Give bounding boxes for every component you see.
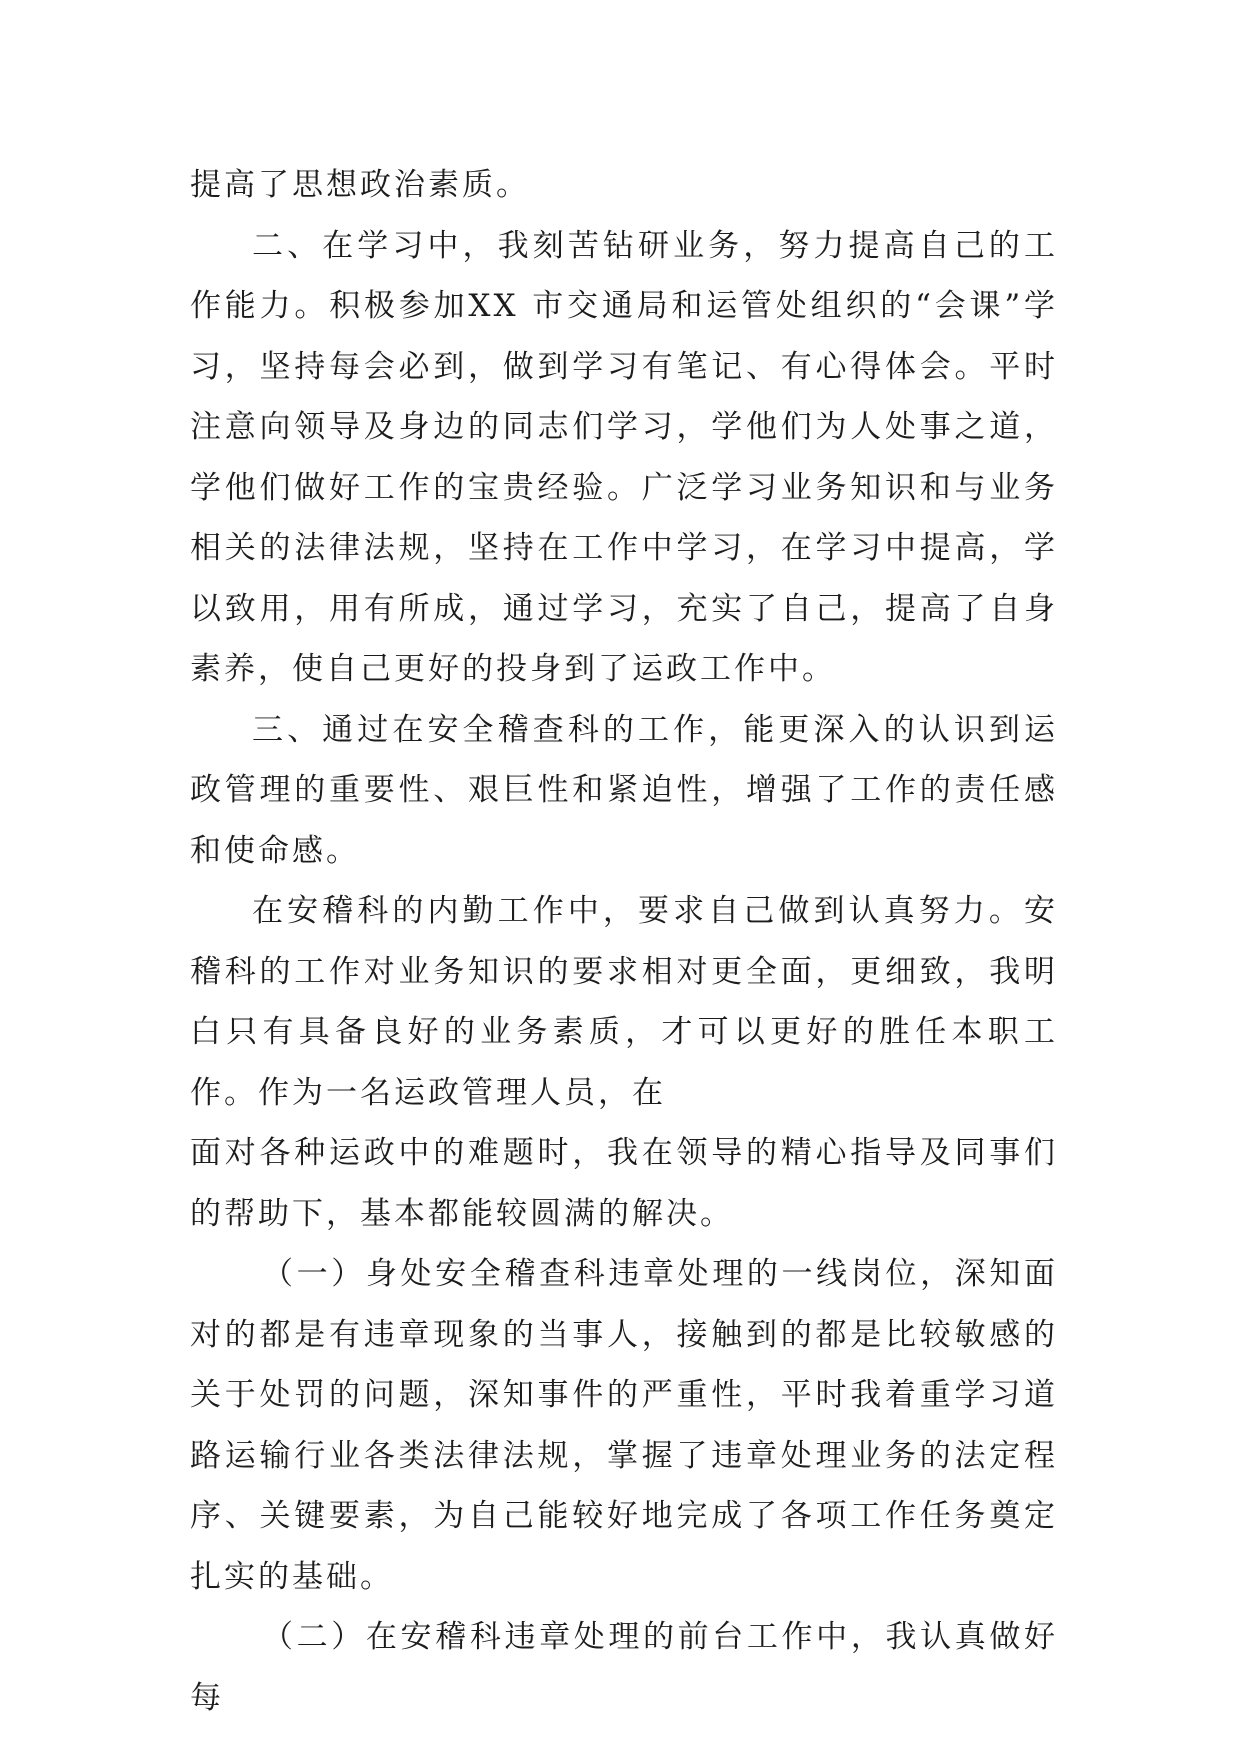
paragraph-item-one: （一）身处安全稽查科违章处理的一线岗位，深知面对的都是有违章现象的当事人，接触到的都是比较敏感的关于处罚的问题，深知事件的严重性，平时我着重学习道路运输行业各类法律法规，掌握了违章处理业务的法定程序、关键要素，为自己能较好地完成了各项工作任务奠定扎实的基础。: [190, 1256, 1058, 1595]
paragraph-continuation: 提高了思想政治素质。: [190, 167, 530, 203]
paragraph-item-two: （二）在安稽科违章处理的前台工作中，我认真做好每: [190, 1619, 1058, 1716]
paragraph-section-two: 二、在学习中，我刻苦钻研业务，努力提高自己的工作能力。积极参加XX 市交通局和运管处组织的“会课”学习，坚持每会必到，做到学习有笔记、有心得体会。平时注意向领导及身边的同志们学习，学他们为人处事之道，学他们做好工作的宝贵经验。广泛学习业务知识和与业务相关的法律法规，坚持在工作中学习，在学习中提高，学以致用，用有所成，通过学习，充实了自己，提高了自身素养，使自己更好的投身到了运政工作中。: [190, 227, 1058, 687]
paragraph-problem-solving: 面对各种运政中的难题时，我在领导的精心指导及同事们的帮助下，基本都能较圆满的解决。: [190, 1135, 1058, 1232]
paragraph-internal-work: 在安稽科的内勤工作中，要求自己做到认真努力。安稽科的工作对业务知识的要求相对更全面，更细致，我明白只有具备良好的业务素质，才可以更好的胜任本职工作。作为一名运政管理人员，在: [190, 893, 1058, 1111]
document-body: [190, 155, 1058, 1728]
paragraph-section-three: 三、通过在安全稽查科的工作，能更深入的认识到运政管理的重要性、艰巨性和紧迫性，增强了工作的责任感和使命感。: [190, 711, 1058, 869]
